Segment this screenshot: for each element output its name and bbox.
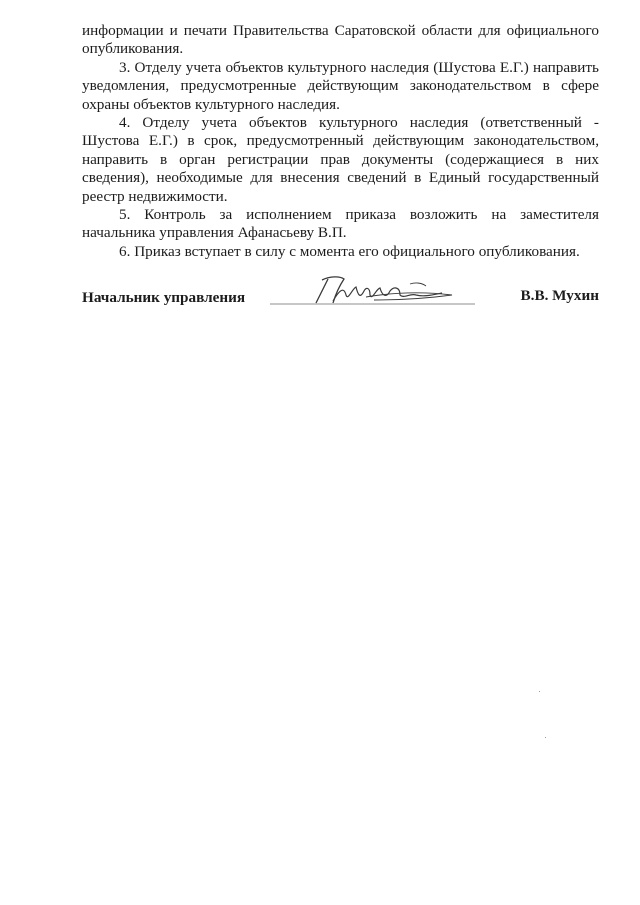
scan-speck xyxy=(539,691,540,692)
paragraph-item-6: 6. Приказ вступает в силу с момента его официального опубликования. xyxy=(119,242,580,260)
signatory-name: В.В. Мухин xyxy=(520,287,599,304)
signatory-title: Начальник управления xyxy=(82,289,246,306)
handwritten-signature xyxy=(270,273,480,307)
paragraph-item-4: 4. Отделу учета объектов культурного наследия (ответственный - Шустова Е.Г.) в срок, предусмотренный действующим законодательством, направить в орган регистрации прав документы (содержащиеся в них сведения), необходимые для внесения сведений в Единый государственный реестр недвижимости. xyxy=(82,114,599,205)
signature-block xyxy=(82,287,599,317)
paragraph-item-3: 3. Отделу учета объектов культурного наследия (Шустова Е.Г.) направить уведомления, предусмотренные действующим законодательством в сфере охраны объектов культурного наследия. xyxy=(82,58,599,113)
scan-speck xyxy=(545,737,546,738)
paragraph-continuation: информации и печати Правительства Саратовской области для официального опубликования. xyxy=(82,22,599,58)
document-body xyxy=(82,22,599,261)
paragraph-item-5: 5. Контроль за исполнением приказа возложить на заместителя начальника управления Афанасьеву В.П. xyxy=(82,206,599,242)
